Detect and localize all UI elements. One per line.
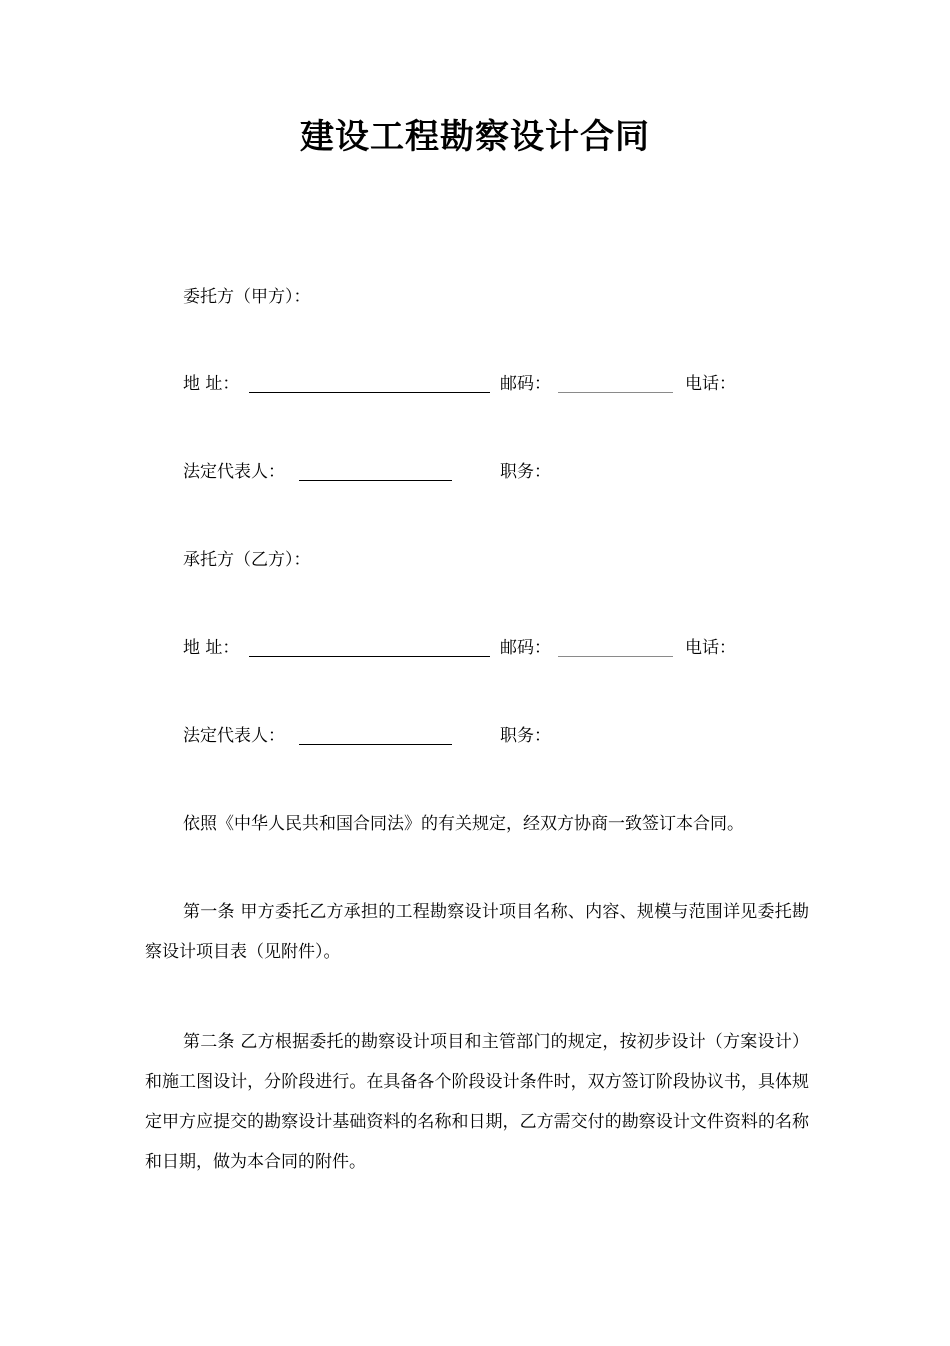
party-b-label: 承托方（乙方）： (183, 550, 311, 570)
preamble-paragraph: 依照《中华人民共和国合同法》的有关规定，经双方协商一致签订本合同。 (183, 814, 744, 834)
article-1-paragraph: 第一条 甲方委托乙方承担的工程勘察设计项目名称、内容、规模与范围详见委托勘察设计项目表（见附件）。 (145, 902, 809, 962)
party-a-position-label: 职务： (500, 462, 551, 482)
party-b-phone-label: 电话： (685, 638, 736, 658)
party-b-address-label: 地 址： (183, 638, 240, 658)
party-a-address-label: 地 址： (183, 374, 240, 394)
party-b-address-blank (249, 656, 490, 657)
party-a-phone-label: 电话： (685, 374, 736, 394)
party-b-postcode-label: 邮码： (500, 638, 551, 658)
party-a-rep-blank (299, 480, 452, 481)
article-2-paragraph: 第二条 乙方根据委托的勘察设计项目和主管部门的规定，按初步设计（方案设计）和施工图设计，分阶段进行。在具备各个阶段设计条件时，双方签订阶段协议书，具体规定甲方应提交的勘察设计基础资料的名称和日期，乙方需交付的勘察设计文件资料的名称和日期，做为本合同的附件。 (145, 1032, 809, 1172)
party-a-postcode-label: 邮码： (500, 374, 551, 394)
party-b-rep-label: 法定代表人： (183, 726, 285, 746)
party-b-postcode-blank (558, 656, 673, 657)
party-b-position-label: 职务： (500, 726, 551, 746)
party-b-rep-blank (299, 744, 452, 745)
party-a-label: 委托方（甲方）： (183, 287, 311, 307)
party-a-rep-label: 法定代表人： (183, 462, 285, 482)
document-title: 建设工程勘察设计合同 (300, 117, 650, 157)
party-a-address-blank (249, 392, 490, 393)
party-a-postcode-blank (558, 392, 673, 393)
